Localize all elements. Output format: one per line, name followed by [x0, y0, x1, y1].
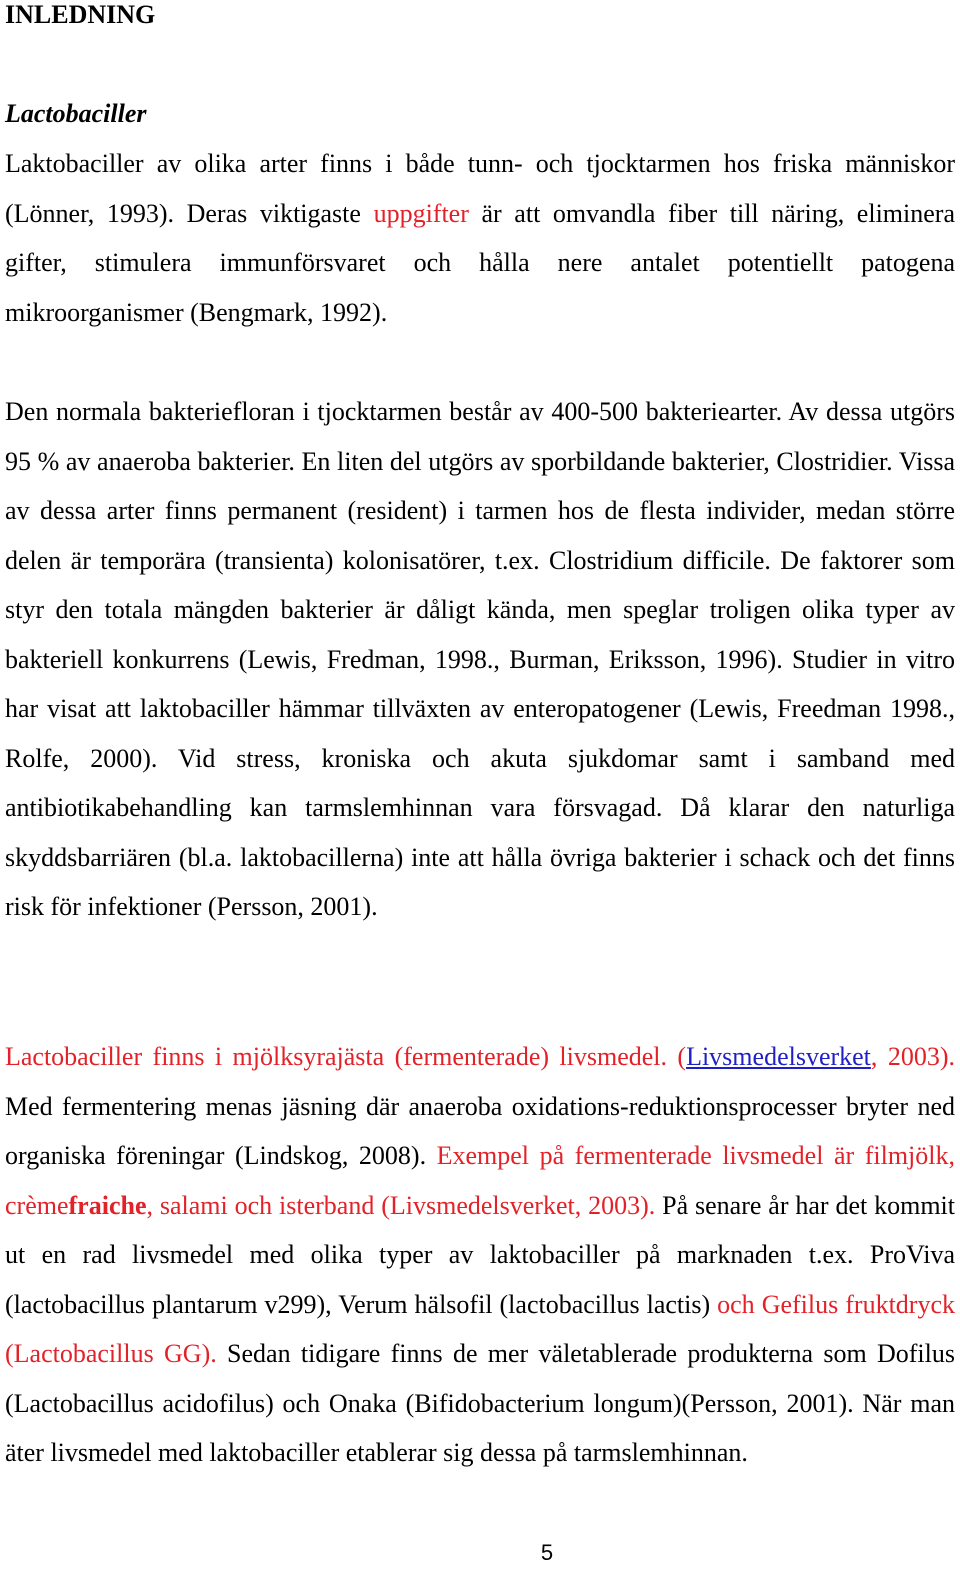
para3-highlight-2: , 2003).	[870, 1042, 955, 1071]
subheading: Lactobaciller	[5, 99, 147, 128]
para1-text-2: är att omvandla fiber till näring, eliminera gifter, stimulera immunförsvaret och hålla nere antalet potentiellt patogena mikroorganismer (Bengmark, 1992).	[5, 198, 955, 327]
para3-highlight-1: Lactobaciller finns i mjölksyrajästa (fermenterade) livsmedel. (	[5, 1042, 687, 1071]
paragraph-2: Den normala bakteriefloran i tjocktarmen består av 400-500 bakteriearter. Av dessa utgörs 95 % av anaeroba bakterier. En liten del utgörs av sporbildande bakterier, Clostridier. Vissa av dessa arter finns permanent (resident) i tarmen hos de flesta individer, medan större delen är temporära (transienta) kolonisatörer, t.ex. Clostridium difficile. De faktorer som styr den totala mängden bakterier är dåligt kända, men speglar troligen olika typer av bakteriell konkurrens (Lewis, Fredman, 1998., Burman, Eriksson, 1996). Studier in vitro har visat att laktobaciller hämmar tillväxten av enteropatogener (Lewis, Freedman 1998., Rolfe, 2000). Vid stress, kroniska och akuta sjukdomar samt i samband med antibiotikabehandling kan tarmslemhinnan vara försvagad. Då klarar den naturliga skyddsbarriären (bl.a. laktobacillerna) inte att hålla övriga bakterier i schack och det finns risk för infektioner (Persson, 2001).	[5, 397, 955, 921]
section-title: INLEDNING	[5, 0, 156, 29]
para3-text-2: På senare år har det kommit ut en rad livsmedel med olika typer av laktobaciller på marknaden t.ex. ProViva (lactobacillus plantarum v299), Verum hälsofil (lactobacillus lactis)	[5, 1190, 955, 1319]
para3-text-1: Med fermentering menas jäsning där anaeroba oxidations-reduktionsprocesser bryter ned organiska föreningar (Lindskog, 2008).	[5, 1091, 955, 1170]
paragraph-3	[5, 1032, 955, 1478]
para3-text-3: Sedan tidigare finns de mer väletablerade produkterna som Dofilus (Lactobacillus acidofilus) och Onaka (Bifidobacterium longum)(Persson, 2001). När man äter livsmedel med laktobaciller etablerar sig dessa på tarmslemhinnan.	[5, 1339, 955, 1467]
para3-highlight-3: Exempel på fermenterade livsmedel är filmjölk, crème	[5, 1141, 955, 1220]
para1-highlight: uppgifter	[373, 198, 469, 228]
paragraph-1	[5, 139, 955, 337]
para3-highlight-bold: fraiche	[68, 1190, 147, 1220]
page-number: 5	[540, 1540, 554, 1565]
para3-highlight-4: , salami och isterband (Livsmedelsverket, 2003).	[146, 1190, 656, 1220]
para3-highlight-5: och Gefilus fruktdryck (Lactobacillus GG).	[5, 1289, 955, 1368]
livsmedelsverket-link[interactable]: Livsmedelsverket	[686, 1042, 871, 1071]
para1-text-1: Laktobaciller av olika arter finns i både tunn- och tjocktarmen hos friska människor (Lönner, 1993). Deras viktigaste	[5, 149, 955, 228]
